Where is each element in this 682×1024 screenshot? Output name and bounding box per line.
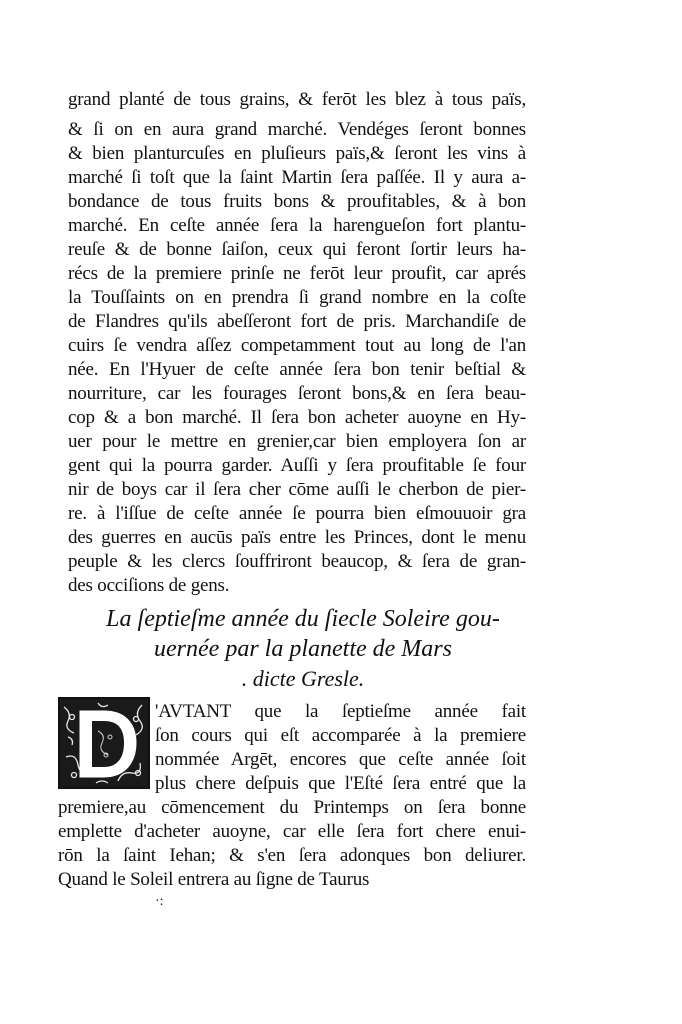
text-line: bondance de tous fruits bons & proufitables, & à bon [68, 191, 526, 212]
heading-line: . dicte Gresle. [241, 666, 365, 691]
text-line: ſon cours qui eſt accomparée à la premiere [155, 725, 526, 746]
text-line: re. à l'iſſue de ceſte année ſe pourra bien eſmouuoir gra [68, 503, 526, 524]
text-line: la Touſſaints on en prendra ſi grand nombre en la coſte [68, 287, 526, 308]
text-line: 'AVTANT que la ſeptieſme année fait [155, 701, 526, 722]
text-line: rōn la ſaint Iehan; & s'en ſera adonques bon deliurer. [58, 845, 526, 866]
text-line: de Flandres qu'ils abeſſeront fort de pris. Marchandiſe de [68, 311, 526, 332]
text-line: reuſe & de bonne ſaiſon, ceux qui feront ſortir leurs ha- [68, 239, 526, 260]
text-line: née. En l'Hyuer de ceſte année ſera bon tenir beſtial & [68, 359, 526, 380]
text-line: gent qui la pourra garder. Auſſi y ſera proufitable ſe four [68, 455, 526, 476]
stray-mark: ·: [155, 894, 164, 909]
text-line: emplette d'acheter auoyne, car elle ſera fort chere enui- [58, 821, 526, 842]
text-line: cop & a bon marché. Il ſera bon acheter auoyne en Hy- [68, 407, 526, 428]
text-line: premiere,au cōmencement du Printemps on ſera bonne [58, 797, 526, 818]
text-line: marché ſi toſt que la ſaint Martin ſera paſſée. Il y aura a- [68, 167, 526, 188]
heading-line: uernée par la planette de Mars [154, 636, 452, 662]
text-line: plus chere deſpuis que l'Eſté ſera entré que la [155, 773, 526, 794]
text-line: nommée Argēt, encores que ceſte année ſoit [155, 749, 526, 770]
text-line: & ſi on en aura grand marché. Vendéges ſeront bonnes [68, 119, 526, 140]
text-line: cuirs ſe vendra aſſez competamment tout au long de l'an [68, 335, 526, 356]
text-line: uer pour le mettre en grenier,car bien employera ſon ar [68, 431, 526, 452]
text-line: des guerres en aucūs païs entre les Princes, dont le menu [68, 527, 526, 548]
text-line: nir de boys car il ſera cher cōme auſſi le cherbon de pier- [68, 479, 526, 500]
text-line: nourriture, car les fourages ſeront bons,& en ſera beau- [68, 383, 526, 404]
text-line: marché. En ceſte année ſera la harengueſon fort plantu- [68, 215, 526, 236]
text-line: des occiſions de gens. [68, 575, 230, 596]
text-line: récs de la premiere prinſe ne ferōt leur proufit, car aprés [68, 263, 526, 284]
text-line: peuple & les clercs ſouffriront beaucop, & ſera de gran- [68, 551, 526, 572]
decorated-initial-icon [58, 697, 150, 789]
text-line: & bien planturcuſes en pluſieurs païs,& ſeront les vins à [68, 143, 526, 164]
text-line: Quand le Soleil entrera au ſigne de Taurus [58, 869, 370, 890]
decorated-initial-d [58, 697, 150, 789]
heading-line: La ſeptieſme année du ſiecle Soleire gou- [106, 606, 500, 632]
text-line: grand planté de tous grains, & ferōt les blez à tous païs, [68, 89, 526, 110]
